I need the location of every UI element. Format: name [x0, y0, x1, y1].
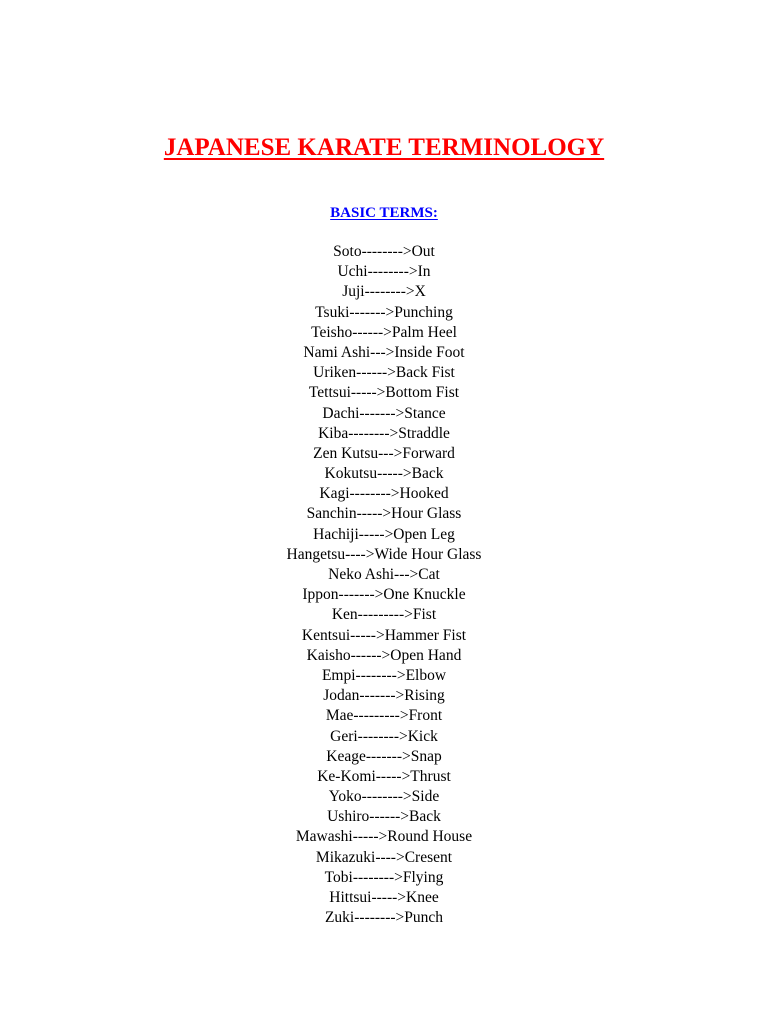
term-item: Ushiro------>Back	[327, 808, 441, 826]
term-list	[0, 242, 768, 928]
term-item: Tettsui----->Bottom Fist	[308, 384, 460, 402]
term-item: Mae--------->Front	[325, 707, 443, 725]
term-item: Mikazuki---->Cresent	[315, 848, 453, 866]
term-item: Nami Ashi--->Inside Foot	[303, 343, 465, 361]
term-item: Zuki-------->Punch	[324, 909, 444, 927]
term-item: Sanchin----->Hour Glass	[306, 505, 462, 523]
term-item: Jodan------->Rising	[323, 687, 445, 705]
term-item: Tsuki------->Punching	[315, 303, 453, 321]
term-item: Kentsui----->Hammer Fist	[301, 626, 467, 644]
term-item: Kokutsu----->Back	[324, 465, 444, 483]
term-item: Ippon------->One Knuckle	[302, 586, 466, 604]
section-heading-basic-terms: BASIC TERMS:	[330, 205, 438, 221]
term-item: Uchi-------->In	[337, 263, 431, 281]
page-title: JAPANESE KARATE TERMINOLOGY	[163, 134, 605, 161]
term-item: Hangetsu---->Wide Hour Glass	[286, 545, 482, 563]
term-item: Zen Kutsu--->Forward	[313, 444, 455, 462]
term-item: Mawashi----->Round House	[295, 828, 473, 846]
term-item: Teisho------>Palm Heel	[311, 323, 457, 341]
term-item: Neko Ashi--->Cat	[328, 566, 440, 583]
term-item: Soto-------->Out	[333, 243, 435, 260]
term-item: Kiba-------->Straddle	[318, 424, 450, 442]
term-item: Dachi------->Stance	[322, 404, 446, 422]
term-item: Juji-------->X	[342, 283, 426, 301]
term-item: Empi-------->Elbow	[321, 666, 447, 684]
term-item: Tobi-------->Flying	[324, 868, 444, 886]
term-item: Yoko-------->Side	[328, 788, 440, 806]
term-item: Hachiji----->Open Leg	[313, 525, 455, 543]
term-item: Kagi-------->Hooked	[319, 485, 449, 503]
term-item: Ken--------->Fist	[331, 606, 437, 624]
term-item: Geri-------->Kick	[330, 727, 438, 745]
term-item: Keage------->Snap	[326, 747, 442, 765]
term-item: Ke-Komi----->Thrust	[317, 767, 451, 785]
term-item: Hittsui----->Knee	[329, 889, 439, 906]
term-item: Kaisho------>Open Hand	[306, 646, 462, 664]
term-item: Uriken------>Back Fist	[313, 364, 455, 382]
